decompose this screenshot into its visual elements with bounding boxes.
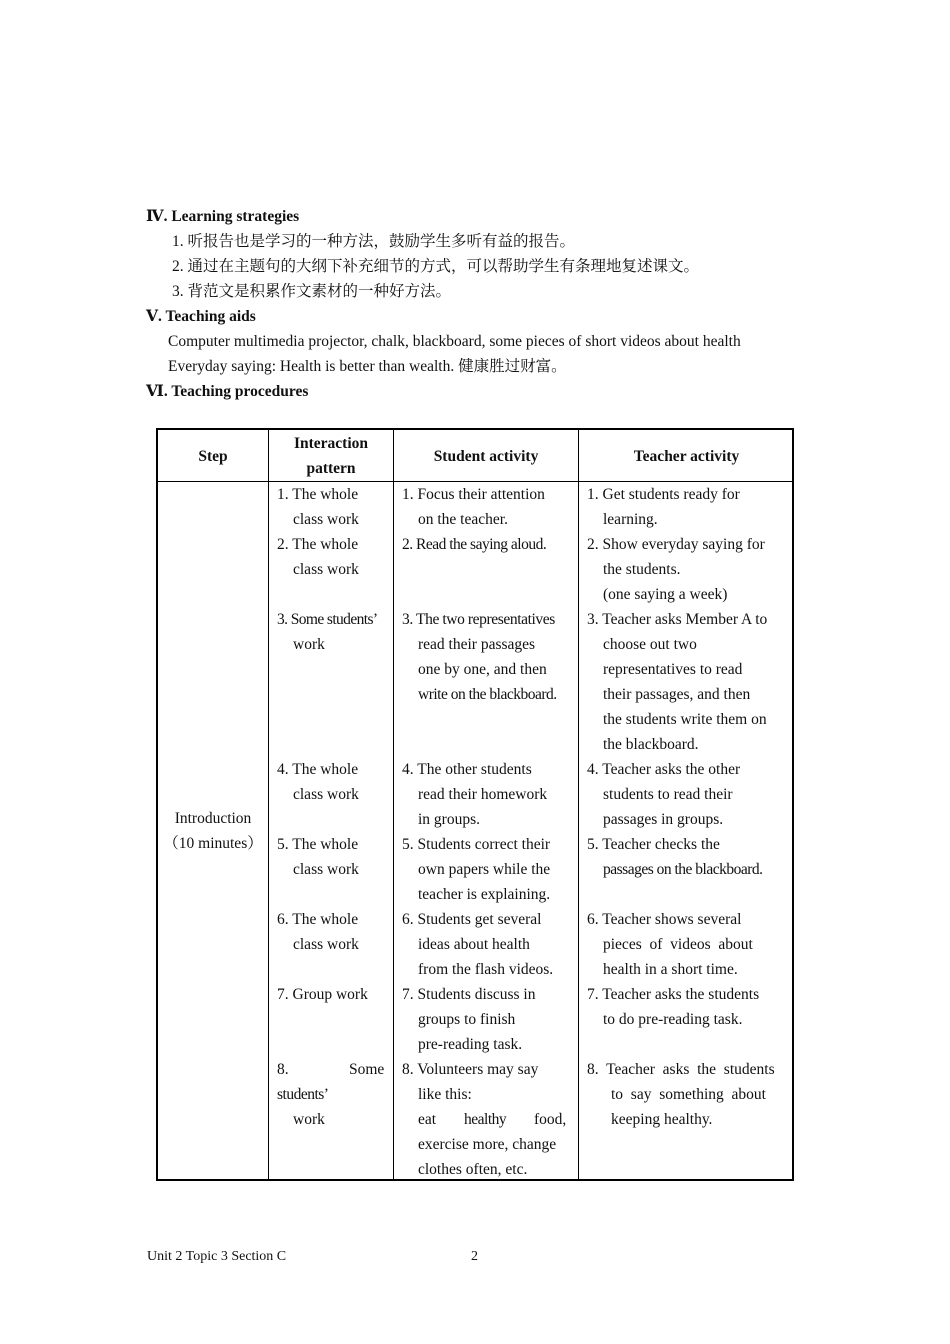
teacher-line: 3. Teacher asks Member A to <box>587 611 768 628</box>
teacher-line: students to read their <box>603 786 733 803</box>
teacher-line: 2. Show everyday saying for <box>587 536 765 553</box>
student-line: ideas about health <box>418 936 530 953</box>
interaction-line: 2. The whole <box>277 536 359 553</box>
interaction-line: 3. Some students’ <box>277 611 378 628</box>
header-interaction-line: pattern <box>306 460 356 477</box>
strategy-item: 2. 通过在主题句的大纲下补充细节的方式，可以帮助学生有条理地复述课文。 <box>172 258 700 275</box>
interaction-column <box>269 430 393 1179</box>
interaction-line: 6. The whole <box>277 911 359 928</box>
interaction-line: 7. Group work <box>277 986 368 1003</box>
interaction-line: class work <box>293 561 359 578</box>
teacher-line: 7. Teacher asks the students <box>587 986 760 1003</box>
student-line: pre-reading task. <box>418 1036 523 1053</box>
student-line: write on the blackboard. <box>418 686 557 703</box>
teacher-line: 4. Teacher asks the other <box>587 761 741 778</box>
teacher-line: 1. Get students ready for <box>587 486 740 503</box>
step-cell <box>158 806 268 856</box>
teacher-line: keeping healthy. <box>611 1111 713 1128</box>
student-line: exercise more, change <box>418 1136 557 1153</box>
student-line: like this: <box>418 1086 472 1103</box>
student-line: 3. The two representatives <box>402 611 555 628</box>
teacher-line: the blackboard. <box>603 736 699 753</box>
student-line: from the flash videos. <box>418 961 554 978</box>
student-line: 2. Read the saying aloud. <box>402 536 547 553</box>
teacher-activity-column <box>579 430 794 1179</box>
section-title: Teaching aids <box>165 308 256 325</box>
student-line: 5. Students correct their <box>402 836 551 853</box>
step-name: Introduction <box>174 810 252 827</box>
interaction-line: Some <box>349 1061 385 1078</box>
teacher-line: passages on the blackboard. <box>603 861 763 878</box>
teacher-line: to do pre-reading task. <box>603 1011 743 1028</box>
interaction-line: class work <box>293 861 359 878</box>
header-step: Step <box>198 448 228 465</box>
section-heading-teaching-aids <box>146 304 256 329</box>
section-numeral: Ⅳ. <box>146 208 168 225</box>
student-line: one by one, and then <box>418 661 547 678</box>
interaction-line: class work <box>293 786 359 803</box>
student-line: in groups. <box>418 811 480 828</box>
student-line: 6. Students get several <box>402 911 542 928</box>
teacher-line: to say something about <box>611 1086 766 1103</box>
interaction-line: 1. The whole <box>277 486 359 503</box>
teacher-line: their passages, and then <box>603 686 751 703</box>
student-line: 4. The other students <box>402 761 532 778</box>
student-line: 7. Students discuss in <box>402 986 536 1003</box>
section-title: Learning strategies <box>171 208 300 225</box>
teacher-line: passages in groups. <box>603 811 724 828</box>
interaction-line: 8. <box>277 1061 289 1078</box>
interaction-line: work <box>293 1111 325 1128</box>
header-student-activity: Student activity <box>433 448 539 465</box>
student-activity-column <box>394 430 578 1179</box>
teacher-line: choose out two <box>603 636 697 653</box>
teaching-procedures-table <box>156 428 794 1181</box>
student-line: clothes often, etc. <box>418 1161 528 1178</box>
student-line: 8. Volunteers may say <box>402 1061 539 1078</box>
interaction-line: students’ <box>277 1086 329 1103</box>
teacher-line: health in a short time. <box>603 961 738 978</box>
interaction-line: class work <box>293 511 359 528</box>
section-title: Teaching procedures <box>171 383 309 400</box>
student-line: 1. Focus their attention <box>402 486 545 503</box>
section-heading-teaching-procedures <box>146 379 308 404</box>
student-line: healthy <box>464 1111 507 1128</box>
teacher-line: 8. Teacher asks the students <box>587 1061 775 1078</box>
teacher-line: the students. <box>603 561 681 578</box>
teacher-line: learning. <box>603 511 658 528</box>
teacher-line: (one saying a week) <box>603 586 728 603</box>
teacher-line: representatives to read <box>603 661 743 678</box>
student-line: read their homework <box>418 786 548 803</box>
interaction-line: work <box>293 636 325 653</box>
teacher-line: the students write them on <box>603 711 767 728</box>
header-interaction-line: Interaction <box>293 435 369 452</box>
teacher-line: pieces of videos about <box>603 936 753 953</box>
strategy-item: 1. 听报告也是学习的一种方法，鼓励学生多听有益的报告。 <box>172 233 576 250</box>
footer-unit-label: Unit 2 Topic 3 Section C <box>147 1249 287 1264</box>
student-line: on the teacher. <box>418 511 508 528</box>
interaction-line: class work <box>293 936 359 953</box>
interaction-line: 4. The whole <box>277 761 359 778</box>
student-line: teacher is explaining. <box>418 886 551 903</box>
teaching-aids-text: Computer multimedia projector, chalk, blackboard, some pieces of short videos about health <box>168 333 741 350</box>
student-line: own papers while the <box>418 861 551 878</box>
page-number: 2 <box>471 1249 478 1264</box>
interaction-line: 5. The whole <box>277 836 359 853</box>
step-duration: （10 minutes） <box>163 835 263 852</box>
student-line: read their passages <box>418 636 536 653</box>
student-line: food, <box>534 1111 567 1128</box>
strategy-item: 3. 背范文是积累作文素材的一种好方法。 <box>172 283 452 300</box>
teacher-line: 5. Teacher checks the <box>587 836 720 853</box>
teacher-line: 6. Teacher shows several <box>587 911 742 928</box>
student-line: eat <box>418 1111 437 1128</box>
header-teacher-activity: Teacher activity <box>633 448 740 465</box>
section-heading-learning-strategies <box>146 204 299 229</box>
section-numeral: Ⅵ. <box>146 383 168 400</box>
section-numeral: Ⅴ. <box>146 308 162 325</box>
everyday-saying-text: Everyday saying: Health is better than wealth. 健康胜过财富。 <box>168 358 567 375</box>
student-line: groups to finish <box>418 1011 516 1028</box>
